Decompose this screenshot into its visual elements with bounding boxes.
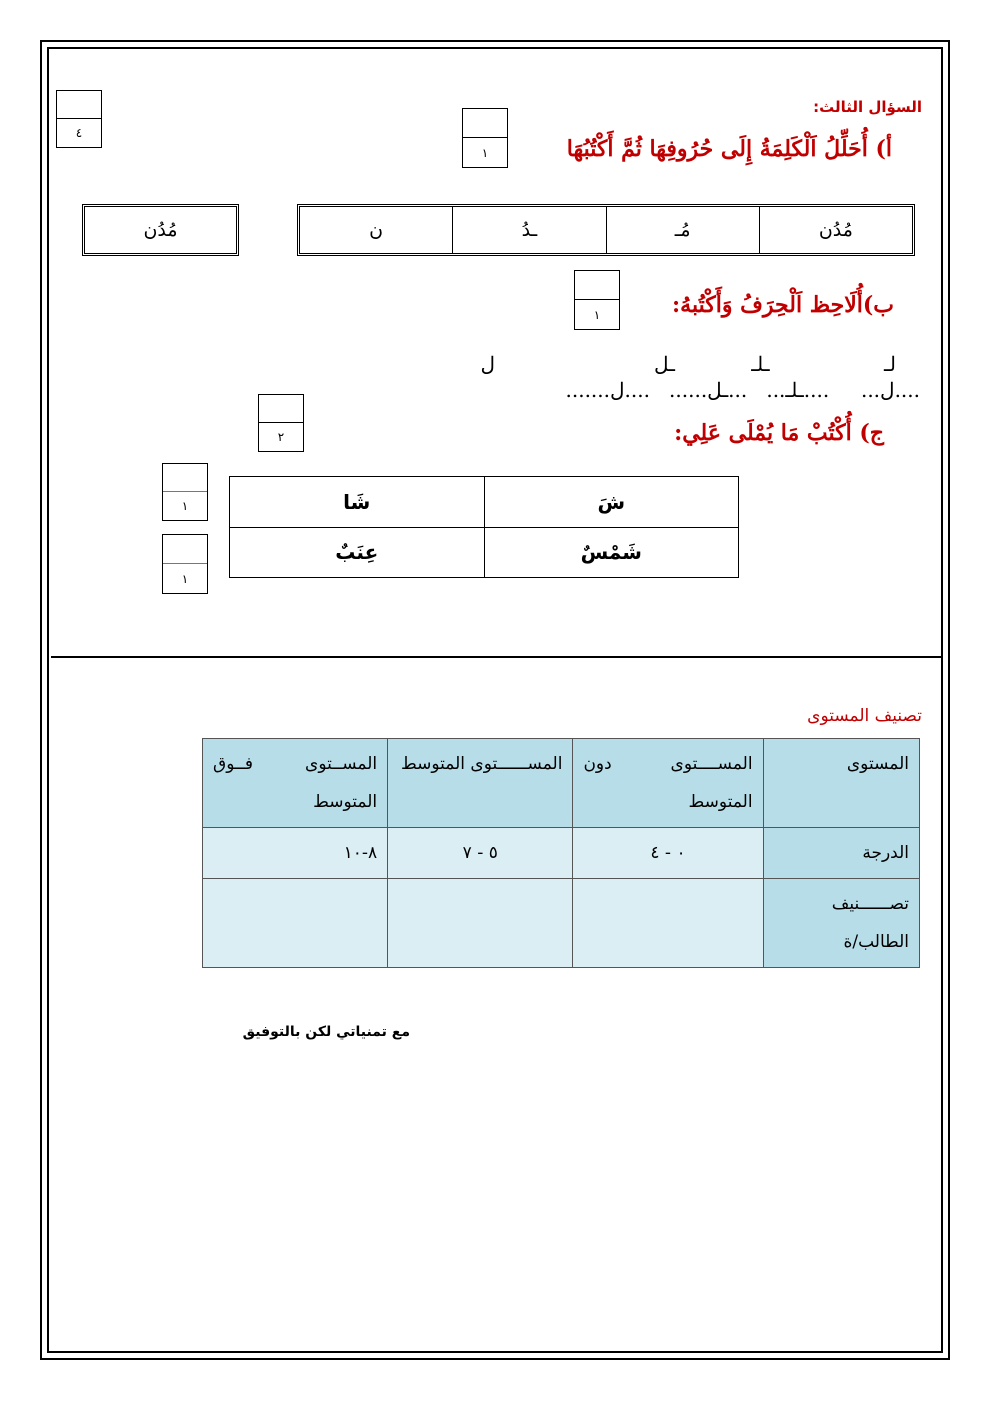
- levels-header: المســــــتوى المتوسط: [388, 739, 573, 828]
- section-divider: [51, 656, 941, 658]
- grade-range: ٠ - ٤: [573, 828, 763, 879]
- classification-label: تصــــــنيف الطالب/ة: [763, 879, 919, 968]
- classification-cell[interactable]: [388, 879, 573, 968]
- table-row: [203, 739, 920, 828]
- levels-title: تصنيف المستوى: [807, 706, 922, 726]
- letter-practice-line: ....ل... ....ـلـ... ...ـل...... ....ل.......: [565, 378, 920, 402]
- dictation-cell: شَا: [230, 477, 485, 528]
- grade-range: ٥ - ٧: [388, 828, 573, 879]
- dictation-table: [229, 476, 739, 578]
- part-c-score-box: [258, 394, 304, 452]
- part-c-heading: ج) أُكْتُبْ مَا يُمْلَى عَلِي:: [674, 420, 884, 446]
- table-row: [203, 879, 920, 968]
- part-b-score-value: ١: [593, 307, 601, 322]
- dictation-cell: شَ: [484, 477, 739, 528]
- levels-header: المســــتوى دون المتوسط: [573, 739, 763, 828]
- letter-forms-line: لـ ـلـ ـل ل: [480, 352, 896, 376]
- letter-cell: ـدُ: [452, 207, 605, 253]
- question-title: السؤال الثالث:: [813, 98, 922, 116]
- letter-cell: مُدُن: [759, 207, 912, 253]
- row-score-box-2: [162, 534, 208, 594]
- part-c-score-value: ٢: [277, 430, 285, 444]
- total-score-value: ٤: [75, 126, 83, 140]
- levels-table: [202, 738, 920, 968]
- part-b-heading: ب)أُلَاحِظ اَلْحِرَفُ وَأَكْتُبهُ:: [672, 292, 894, 318]
- row-score-value: ١: [181, 571, 189, 586]
- grade-label: الدرجة: [763, 828, 919, 879]
- classification-cell[interactable]: [573, 879, 763, 968]
- table-row: [203, 828, 920, 879]
- table-row: [230, 527, 739, 578]
- row-score-box-1: [162, 463, 208, 521]
- levels-header: المستوى: [763, 739, 919, 828]
- part-a-heading: أ) أُحَلِّلُ اَلْكَلِمَةُ إِلَى حُرُوفِهَا ثُمَّ أَكْتُبُهَا: [566, 136, 892, 162]
- part-a-score-value: ١: [481, 145, 489, 160]
- answer-word: مُدُن: [143, 219, 178, 241]
- letter-cell: مُـ: [606, 207, 759, 253]
- dictation-cell: شَمْسٌ: [484, 527, 739, 578]
- answer-word-box: [82, 204, 239, 256]
- dictation-cell: عِنَبٌ: [230, 527, 485, 578]
- grade-range: ٨-١٠: [203, 828, 388, 879]
- footer-wishes: مع تمنياتي لكن بالتوفيق: [242, 1024, 410, 1040]
- row-score-value: ١: [181, 499, 189, 513]
- table-row: [230, 477, 739, 528]
- part-a-score-box: [462, 108, 508, 168]
- classification-cell[interactable]: [203, 879, 388, 968]
- part-b-score-box: [574, 270, 620, 330]
- total-score-box: [56, 90, 102, 148]
- levels-header: المســتوى فــوق المتوسط: [203, 739, 388, 828]
- letter-cell: ن: [369, 219, 384, 241]
- letters-row: [297, 204, 915, 256]
